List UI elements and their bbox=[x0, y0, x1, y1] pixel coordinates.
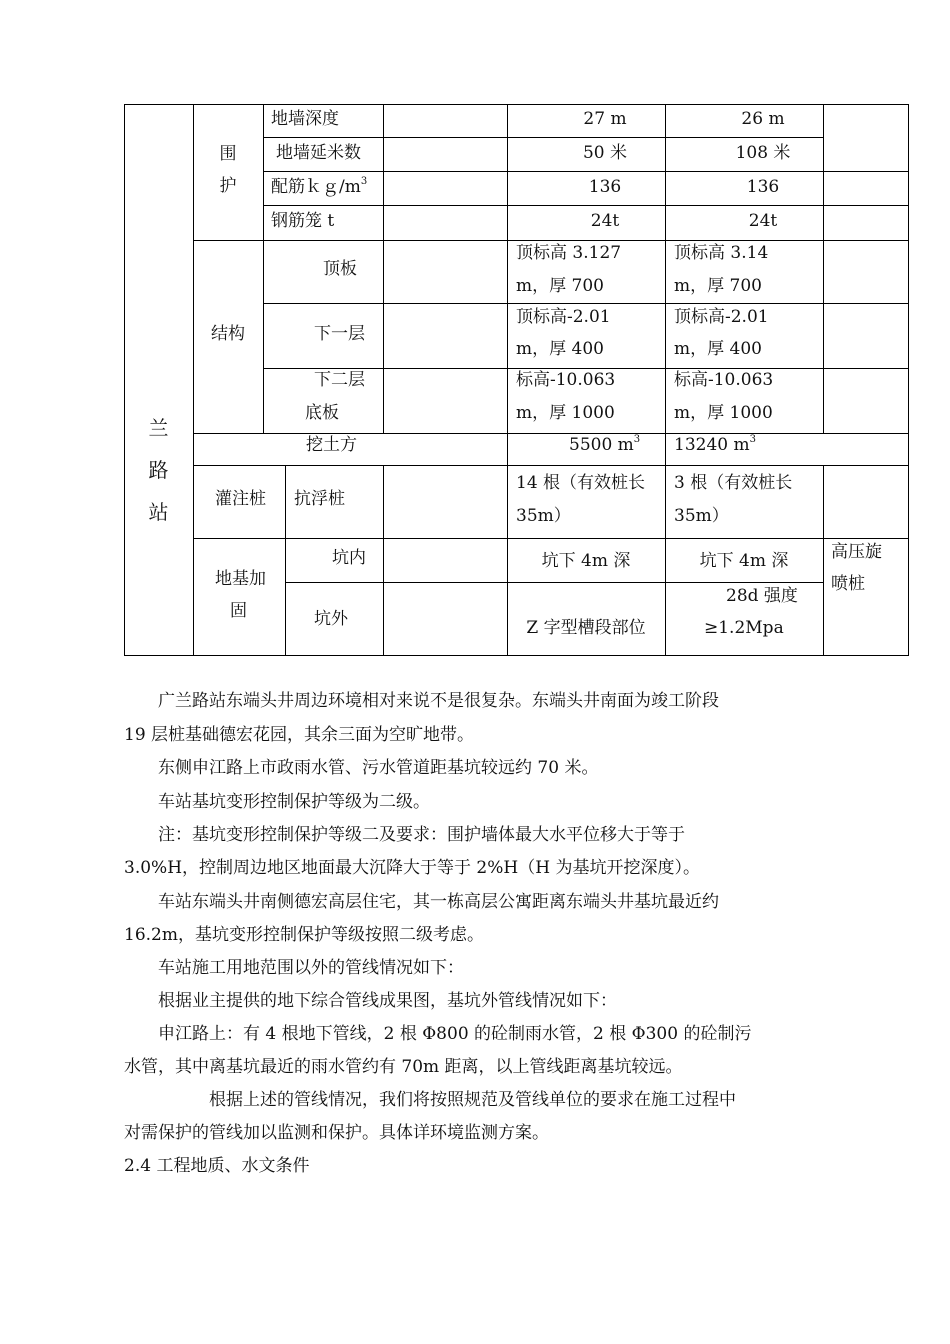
pile-label: 灌注桩 bbox=[215, 489, 266, 509]
cage-label: 钢筋笼 t bbox=[271, 211, 335, 231]
paragraph-line: 广兰路站东端头井周边环境相对来说不是很复杂。东端头井南面为竣工阶段 bbox=[124, 691, 719, 711]
paragraph-line: 16.2m，基坑变形控制保护等级按照二级考虑。 bbox=[124, 925, 484, 945]
pile-v2-line1: 3 根（有效桩长 bbox=[674, 473, 793, 493]
inner-label: 坑内 bbox=[332, 548, 366, 568]
paragraph-line: 19 层桩基础德宏花园，其余三面为空旷地带。 bbox=[124, 725, 475, 745]
paragraph-line: 车站施工用地范围以外的管线情况如下： bbox=[124, 958, 464, 978]
ground-note-line1: 高压旋 bbox=[831, 542, 882, 562]
ground-note-line2: 喷桩 bbox=[831, 574, 865, 594]
paragraph-line: 水管，其中离基坑最近的雨水管约有 70m 距离，以上管线距离基坑较远。 bbox=[124, 1057, 683, 1077]
structure-label: 结构 bbox=[211, 324, 245, 344]
pile-v1-line1: 14 根（有效桩长 bbox=[516, 473, 646, 493]
top-slab-label: 顶板 bbox=[323, 259, 357, 279]
paragraph-line: 根据上述的管线情况，我们将按照规范及管线单位的要求在施工过程中 bbox=[124, 1090, 736, 1110]
section-heading: 2.4 工程地质、水文条件 bbox=[124, 1156, 310, 1176]
inner-v2: 坑下 4m 深 bbox=[699, 551, 789, 571]
paragraph-line: 注：基坑变形控制保护等级二及要求：围护墙体最大水平位移大于等于 bbox=[124, 825, 685, 845]
outer-v2-line1: 28d 强度 bbox=[726, 586, 798, 606]
paragraph-line: 3.0%H，控制周边地区地面最大沉降大于等于 2%H（H 为基坑开挖深度）。 bbox=[124, 858, 700, 878]
length-label: 地墙延米数 bbox=[276, 143, 361, 163]
depth-label: 地墙深度 bbox=[271, 109, 339, 129]
ground-label-line2: 固 bbox=[230, 601, 247, 621]
inner-v1: 坑下 4m 深 bbox=[541, 551, 631, 571]
b2-v1-line1: 标高-10.063 bbox=[516, 370, 616, 390]
paragraph-line: 车站东端头井南侧德宏高层住宅，其一栋高层公寓距离东端头井基坑最近约 bbox=[124, 892, 719, 912]
b1-v2-line1: 顶标高-2.01 bbox=[674, 307, 769, 327]
paragraph-line: 根据业主提供的地下综合管线成果图，基坑外管线情况如下： bbox=[124, 991, 617, 1011]
station-name: 兰 路 站 bbox=[148, 416, 169, 524]
cage-v2: 24t bbox=[748, 211, 778, 231]
paragraph-line: 车站基坑变形控制保护等级为二级。 bbox=[124, 792, 430, 812]
pile-v2-line2: 35m） bbox=[674, 506, 729, 526]
b2-label-line2: 底板 bbox=[305, 403, 339, 423]
b2-label-line1: 下二层 bbox=[314, 370, 365, 390]
weihu-label: 围 护 bbox=[219, 144, 237, 196]
b2-v1-line2: m，厚 1000 bbox=[516, 403, 615, 423]
b2-v2-line1: 标高-10.063 bbox=[674, 370, 774, 390]
excavation-label: 挖土方 bbox=[306, 435, 357, 455]
depth-v1: 27 m bbox=[583, 109, 627, 129]
paragraph-line: 东侧申江路上市政雨水管、污水管道距基坑较远约 70 米。 bbox=[124, 758, 599, 778]
excavation-v2: 13240 $m^3$ bbox=[674, 434, 756, 455]
length-v1: 50 米 bbox=[582, 143, 628, 163]
b1-v2-line2: m，厚 400 bbox=[674, 339, 762, 359]
b1-label: 下一层 bbox=[314, 324, 365, 344]
rebar-v1: 136 bbox=[588, 177, 622, 197]
pile-sub-label: 抗浮桩 bbox=[294, 489, 345, 509]
b1-v1-line1: 顶标高-2.01 bbox=[516, 307, 611, 327]
paragraph-line: 对需保护的管线加以监测和保护。具体详环境监测方案。 bbox=[124, 1123, 549, 1143]
top-slab-v2-line2: m，厚 700 bbox=[674, 276, 762, 296]
b1-v1-line2: m，厚 400 bbox=[516, 339, 604, 359]
top-slab-v1-line2: m，厚 700 bbox=[516, 276, 604, 296]
top-slab-v1-line1: 顶标高 3.127 bbox=[516, 243, 622, 263]
pile-v1-line2: 35m） bbox=[516, 506, 571, 526]
rebar-label: 配筋$kg/m^3$ bbox=[271, 176, 368, 197]
outer-v2-line2: ≥1.2Mpa bbox=[704, 618, 784, 638]
top-slab-v2-line1: 顶标高 3.14 bbox=[674, 243, 769, 263]
outer-label: 坑外 bbox=[314, 609, 348, 629]
ground-label-line1: 地基加 bbox=[215, 569, 266, 589]
cage-v1: 24t bbox=[590, 211, 620, 231]
paragraph-line: 申江路上：有 4 根地下管线，2 根 Φ800 的砼制雨水管，2 根 Φ300 的砼制污 bbox=[124, 1024, 752, 1044]
rebar-v2: 136 bbox=[746, 177, 780, 197]
b2-v2-line2: m，厚 1000 bbox=[674, 403, 773, 423]
depth-v2: 26 m bbox=[741, 109, 785, 129]
length-v2: 108 米 bbox=[735, 143, 791, 163]
excavation-v1: 5500 $m^3$ bbox=[569, 434, 641, 455]
outer-v1: Z 字型槽段部位 bbox=[526, 618, 646, 638]
